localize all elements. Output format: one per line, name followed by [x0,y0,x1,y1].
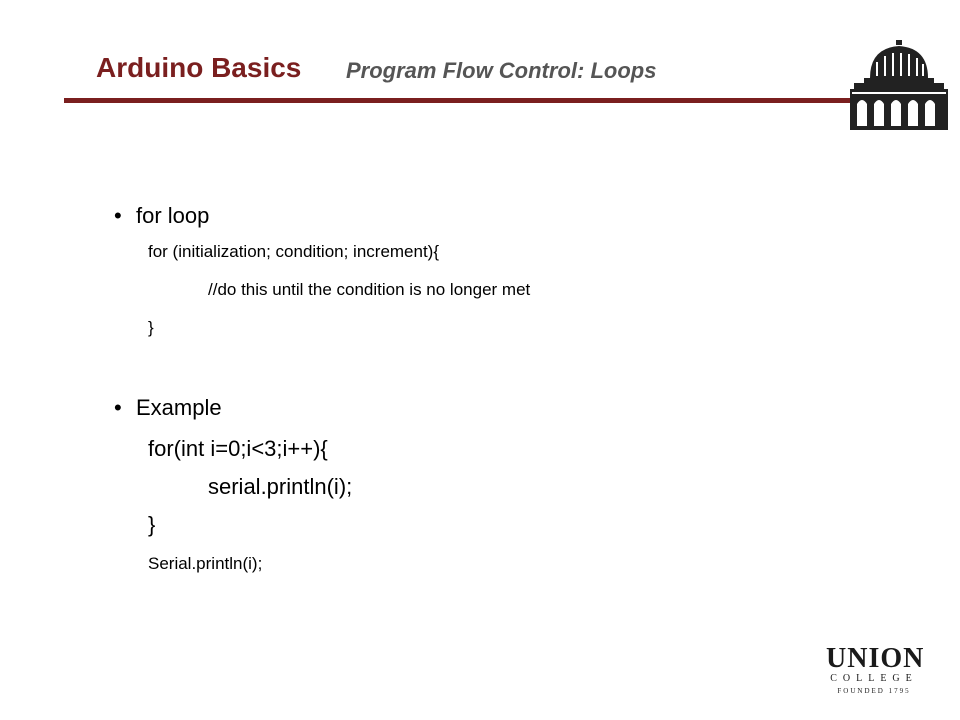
bullet-example: Example [136,395,222,420]
code-line: for (initialization; condition; increment){ [148,242,440,261]
example-code-line: serial.println(i); [208,474,353,499]
bullet-marker: • [114,395,122,420]
example-code-line: for(int i=0;i<3;i++){ [148,436,328,461]
example-code-line: } [148,512,156,537]
code-line: } [148,318,154,337]
code-comment-line: //do this until the condition is no longer met [208,280,531,299]
logo-college: COLLEGE [830,673,918,684]
logo-founded: FOUNDED 1795 [837,687,911,695]
bullet-marker: • [114,203,122,228]
domed-building-icon [850,40,948,130]
logo-name: UNION [826,643,925,674]
example-code-line: Serial.println(i); [148,554,263,573]
slide-title: Arduino Basics [96,52,302,83]
slide-subtitle: Program Flow Control: Loops [346,58,657,83]
bullet-for-loop: for loop [136,203,210,228]
header-rule [64,98,850,103]
union-college-logo [826,643,925,695]
